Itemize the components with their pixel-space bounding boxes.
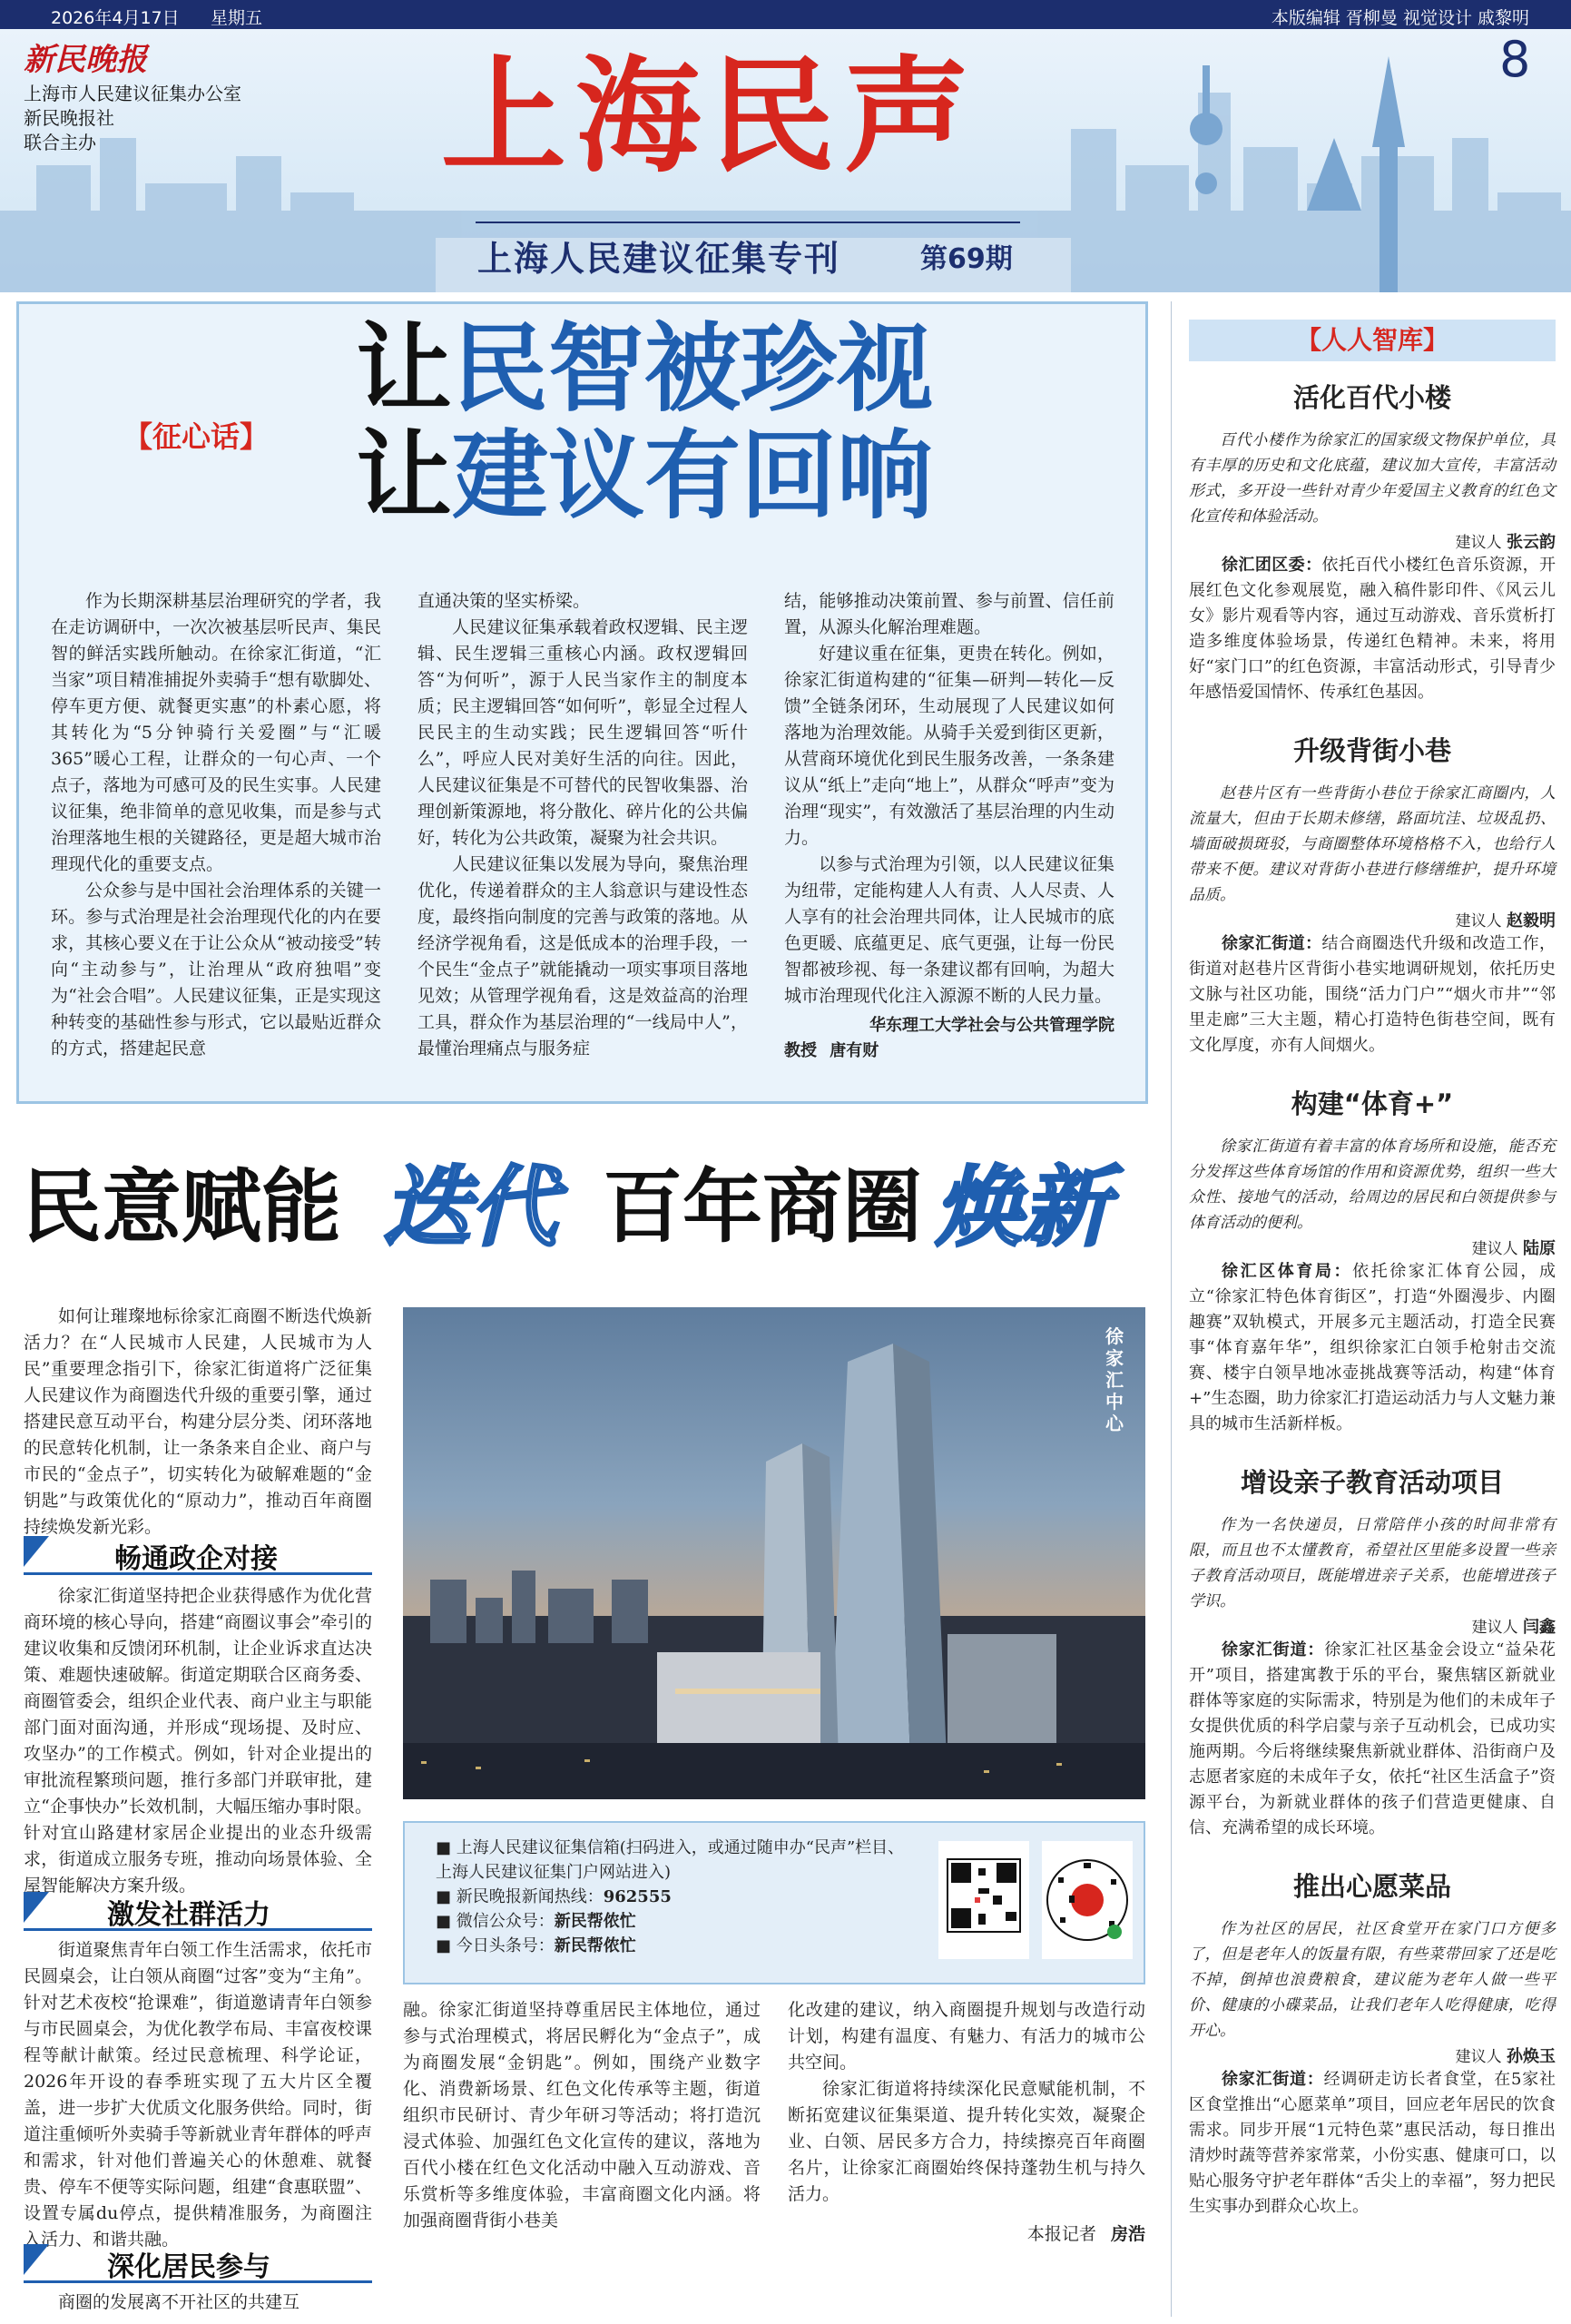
qr-pattern <box>1042 1841 1133 1959</box>
headline-char: 让 <box>356 420 452 532</box>
reply-body: 依托徐家汇体育公园，成立“徐家汇特色体育街区”，打造“外圈漫步、内圈趣赛”双轨模式，开展多元主题活动，打造全民赛事“体育嘉年华”，组织徐家汇白领手枪射击交流赛、楼宇白领旱地冰壶挑战赛等活动，构建“体育+”生态圈，助力徐家汇打造运动活力与人文魅力兼具的城市生活新样板。 <box>1189 1262 1556 1433</box>
reply-body: 经调研走访长者食堂，在5家社区食堂推出“心愿菜单”项目，回应老年居民的饮食需求。同步开展“1元特色菜”惠民活动，每日推出清炒时蔬等营养家常菜，小份实惠、健康可口，以贴心服务守护老年群体“舌尖上的幸福”，努力把民生实事办到群众心坎上。 <box>1189 2070 1556 2216</box>
host-organizations <box>24 82 241 155</box>
hotline-label: 新民晚报新闻热线： <box>456 1887 604 1906</box>
masthead <box>0 29 1571 292</box>
wechat-account: 新民帮侬忙 <box>554 1912 636 1931</box>
masthead-subtitle: 上海人民建议征集专刊 <box>477 239 841 279</box>
byline <box>784 1013 1114 1039</box>
sidebar-item-title: 推出心愿菜品 <box>1292 1871 1451 1902</box>
byline-name: 唐有财 <box>830 1041 879 1060</box>
section-body <box>24 2290 372 2316</box>
suggestion-channels-box <box>403 1821 1145 1984</box>
paragraph: 融。徐家汇街道坚持尊重居民主体地位，通过参与式治理模式，将居民孵化为“金点子”，成为商圈发展“金钥匙”。例如，围绕产业数字化、消费新场景、红色文化传承等主题，街道组织市民研讨、青少年研习等活动；将打造沉浸式体验、加强红色文化宣传的建议，落地为百代小楼在红色文化活动中融入互动游戏、音乐赏析等多维度体验，丰富商圈文化内涵。将加强商圈背街小巷美 <box>403 2000 761 2230</box>
reporter-label: 本报记者 <box>1026 2224 1096 2244</box>
article1-column-2 <box>417 588 748 1062</box>
suggestion-text: 徐家汇街道有着丰富的体育场所和设施，能否充分发挥这些体育场馆的作用和资源优势，组织一些大众性、接地气的活动，给周边的居民和白领提供参与体育活动的便利。 <box>1189 1137 1556 1232</box>
suggestion-text: 作为社区的居民，社区食堂开在家门口方便多了，但是老年人的饭量有限，有些菜带回家了还是吃不掉，倒掉也浪费粮食，建议能为老年人做一些平价、健康的小碟菜品，让我们老年人吃得健康，吃得开心。 <box>1189 1920 1556 2040</box>
hotline-number: 962555 <box>603 1887 672 1906</box>
reply-org: 徐汇团区委： <box>1222 556 1322 575</box>
proposer-label: 建议人 <box>1471 1240 1518 1258</box>
proposer <box>1189 1614 1556 1638</box>
sidebar-item <box>1189 378 1556 705</box>
headline-emphasis: 焕新 <box>935 1156 1109 1258</box>
sidebar-item <box>1189 1462 1556 1841</box>
proposer-name: 陆原 <box>1523 1239 1556 1258</box>
article1-column-1 <box>51 588 381 1062</box>
suggestion-text: 赵巷片区有一些背街小巷位于徐家汇商圈内，人流量大，但由于长期未修缮，路面坑洼、垃圾乱扔、墙面破损斑驳，与商圈整体环境格格不入，也给行人带来不便。建议对背街小巷进行修缮维护，提升环境品质。 <box>1189 784 1556 904</box>
section-marker-icon <box>24 2244 49 2275</box>
sidebar-item-title: 增设亲子教育活动项目 <box>1240 1467 1504 1498</box>
sidebar-item-title: 活化百代小楼 <box>1292 382 1451 413</box>
reply-org: 徐汇区体育局： <box>1222 1262 1353 1281</box>
proposer-name: 孙焕玉 <box>1507 2047 1556 2066</box>
byline-person <box>784 1039 1114 1064</box>
sidebar-think-tank <box>1189 320 1556 2220</box>
host-line: 上海市人民建议征集办公室 <box>24 83 241 104</box>
section-body <box>24 1937 372 2253</box>
xujiahui-center-photo <box>403 1307 1145 1799</box>
issue-date: 2026年4月17日 <box>51 8 180 28</box>
paragraph: 结，能够推动决策前置、参与前置、信任前置，从源头化解治理难题。 <box>784 591 1114 637</box>
paragraph: 以参与式治理为引领，以人民建议征集为纽带，定能构建人人有责、人人尽责、人人享有的社会治理共同体，让人民城市的底色更暖、底蕴更足、底气更强，让每一份民智都被珍视、每一条建议都有回响，为超大城市治理现代化注入源源不断的人民力量。 <box>784 854 1114 1006</box>
reply-body: 结合商圈迭代升级和改造工作，街道对赵巷片区背街小巷实地调研规划，依托历史文脉与社区功能，围绕“活力门户”“烟火市井”“邻里走廊”三大主题，精心打造特色街巷空间，既有文化厚度，亦有人间烟火。 <box>1189 934 1556 1055</box>
qr-pattern <box>938 1841 1029 1959</box>
headline-part: 民意赋能 <box>22 1160 342 1254</box>
section-header <box>24 1536 372 1575</box>
article2-headline <box>22 1129 1147 1258</box>
paragraph: 如何让璀璨地标徐家汇商圈不断迭代焕新活力？在“人民城市人民建，人民城市为人民”重要理念指引下，徐家汇街道将广泛征集人民建议作为商圈迭代升级的重要引擎，通过搭建民意互动平台，构建分层分类、闭环落地的民意转化机制，让一条条来自企业、商户与市民的“金点子”，切实转化为破解难题的“金钥匙”与政策优化的“原动力”，推动百年商圈持续焕发新光彩。 <box>24 1306 372 1537</box>
headline-char: 让 <box>356 313 452 425</box>
section-title: 深化居民参与 <box>107 2251 270 2283</box>
section-body <box>24 1583 372 1899</box>
paragraph: 公众参与是中国社会治理体系的关键一环。参与式治理是社会治理现代化的内在要求，其核心要义在于让公众从“被动接受”转向“主动参与”，让治理从“政府独唱”变为“社会合唱”。人民建议征集，正是实现这种转变的基础性参与形式，它以最贴近群众的方式，搭建起民意 <box>51 881 381 1059</box>
issue-number: 第69期 <box>920 243 1013 275</box>
section-marker-icon <box>24 1536 49 1567</box>
paragraph: 徐家汇街道将持续深化民意赋能机制，不断拓宽建议征集渠道、提升转化实效，凝聚企业、白领、居民多方合力，持续擦亮百年商圈名片，让徐家汇商圈始终保持蓬勃生机与持久活力。 <box>788 2079 1145 2204</box>
sidebar-divider <box>1171 301 1172 2317</box>
proposer-name: 闫鑫 <box>1523 1618 1556 1637</box>
channel-wechat: ■ 微信公众号：新民帮侬忙 <box>436 1912 636 1931</box>
sidebar-column-tag: 【人人智库】 <box>1189 320 1556 361</box>
page-number: 8 <box>1499 31 1531 88</box>
proposer-name: 赵毅明 <box>1507 911 1556 931</box>
headline-emphasis: 民智被珍视 <box>452 313 933 425</box>
qr-code-mailbox-icon[interactable] <box>938 1841 1029 1959</box>
proposer <box>1189 529 1556 553</box>
reply-text <box>1189 931 1556 1059</box>
qr-code-wechat-icon[interactable] <box>1042 1841 1133 1959</box>
paragraph: 作为长期深耕基层治理研究的学者，我在走访调研中，一次次被基层听民声、集民智的鲜活实践所触动。在徐家汇街道，“汇当家”项目精准捕捉外卖骑手“想有歇脚处、停车更方便、就餐更实惠”的朴素心愿，将其转化为“5分钟骑行关爱圈”与“汇暖365”暖心工程，让群众的一句心声、一个点子，落地为可感可及的民生实事。人民建议征集，绝非简单的意见收集，而是参与式治理落地生根的关键路径，更是超大城市治理现代化的重要支点。 <box>51 591 381 874</box>
section-header <box>24 1892 372 1931</box>
section-header <box>24 2244 372 2283</box>
reporter-byline <box>788 2221 1145 2248</box>
article2-column-2 <box>403 1997 761 2234</box>
sidebar-item <box>1189 1866 1556 2220</box>
toutiao-label: 今日头条号： <box>456 1936 555 1955</box>
channels-text <box>436 1836 908 1958</box>
byline-title: 教授 <box>784 1041 817 1060</box>
proposer-label: 建议人 <box>1455 2048 1502 2066</box>
reply-body: 徐家汇社区基金会设立“益朵花开”项目，搭建寓教于乐的平台，聚焦辖区新就业群体等家庭的实际需求，特别是为他们的未成年子女提供优质的科学启蒙与亲子互动机会，已成功实施两期。今后将继续聚焦新就业群体、沿街商户及志愿者家庭的未成年子女，依托“社区生活盒子”资源平台，为新就业群体的孩子们营造更健康、自信、充满希望的成长环境。 <box>1189 1640 1556 1837</box>
photo-caption: 徐家汇中心 <box>1105 1325 1124 1434</box>
headline-part: 百年商圈 <box>603 1160 923 1254</box>
paragraph: 人民建议征集承载着政权逻辑、民主逻辑、民生逻辑三重核心内涵。政权逻辑回答“为何听”，源于人民当家作主的制度本质；民主逻辑回答“如何听”，彰显全过程人民民主的生动实践；民生逻辑回答“听什么”，呼应人民对美好生活的向往。因此，人民建议征集是不可替代的民智收集器、治理创新策源地，将分散化、碎片化的公共偏好，转化为公共政策，凝聚为社会共识。 <box>417 617 748 848</box>
paragraph: 徐家汇街道坚持把企业获得感作为优化营商环境的核心导向，搭建“商圈议事会”牵引的建议收集和反馈闭环机制，让企业诉求直达决策、难题快速破解。街道定期联合区商务委、商圈管委会，组织企业代表、商户业主与职能部门面对面沟通，并形成“现场提、及时应、攻坚办”的工作模式。例如，针对企业提出的审批流程繁琐问题，推行多部门并联审批，建立“企事快办”长效机制，大幅压缩办事时限。针对宜山路建材家居企业提出的业态升级需求，街道成立服务专班，推动向场景体验、全屋智能解决方案升级。 <box>24 1586 372 1896</box>
paragraph: 人民建议征集以发展为导向，聚焦治理优化，传递着群众的主人翁意识与建设性态度，最终指向制度的完善与政策的落地。从经济学视角看，这是低成本的治理手段，一个民生“金点子”就能撬动一项实事项目落地见效；从管理学视角看，这是效益高的治理工具，群众作为基层治理的“一线局中人”，最懂治理痛点与服务症 <box>417 854 748 1059</box>
sidebar-item-title: 构建“体育+” <box>1291 1088 1454 1119</box>
proposer <box>1189 908 1556 931</box>
section-marker-icon <box>24 1892 49 1923</box>
proposer-label: 建议人 <box>1455 534 1502 552</box>
reply-text <box>1189 553 1556 705</box>
suggestion-text: 百代小楼作为徐家汇的国家级文物保护单位，具有丰厚的历史和文化底蕴，建议加大宣传，丰富活动形式，多开设一些针对青少年爱国主义教育的红色文化宣传和体验活动。 <box>1189 431 1556 526</box>
wechat-label: 微信公众号： <box>456 1912 555 1931</box>
host-line: 新民晚报社 <box>24 107 114 129</box>
proposer-name: 张云韵 <box>1507 533 1556 552</box>
issue-weekday: 星期五 <box>211 8 263 28</box>
masthead-title: 上海民声 <box>441 44 979 190</box>
reply-text <box>1189 1259 1556 1437</box>
paragraph: 好建议重在征集，更贵在转化。例如，徐家汇街道构建的“征集—研判—转化—反馈”全链条闭环，生动展现了人民建议如何落地为治理效能。从骑手关爱到街区更新，从营商环境优化到民生服务改善，一条条建议从“纸上”走向“地上”，从群众“呼声”变为治理“现实”，有效激活了基层治理的内生动力。 <box>784 644 1114 848</box>
reply-org: 徐家汇街道： <box>1222 934 1322 953</box>
suggestion-text: 作为一名快递员，日常陪伴小孩的时间非常有限，而且也不太懂教育，希望社区里能多设置一些亲子教育活动项目，既能增进亲子关系，也能增进孩子学识。 <box>1189 1516 1556 1610</box>
photo-illustration <box>403 1307 1145 1799</box>
reporter-name: 房浩 <box>1110 2224 1145 2244</box>
reply-org: 徐家汇街道： <box>1222 2070 1324 2089</box>
toutiao-account: 新民帮侬忙 <box>554 1936 636 1955</box>
sidebar-item-title: 升级背街小巷 <box>1292 735 1451 766</box>
channel-mailbox: ■ 上海人民建议征集信箱(扫码进入，或通过随申办“民声”栏目、上海人民建议征集门户网站进入) <box>436 1838 905 1882</box>
paragraph: 直通决策的坚实桥梁。 <box>417 591 591 611</box>
editors-credit: 本版编辑 胥柳曼 视觉设计 戚黎明 <box>1271 8 1529 28</box>
subtitle-rule <box>476 222 1020 223</box>
reply-org: 徐家汇街道： <box>1222 1640 1325 1659</box>
article1-column-3 <box>784 588 1114 1064</box>
paragraph: 街道聚焦青年白领工作生活需求，依托市民圆桌会，让白领从商圈“过客”变为“主角”。针对艺术夜校“抢课难”，街道邀请青年白领参与市民圆桌会，为优化教学布局、丰富夜校课程等献计献策。经过民意梳理、科学论证，2026年开设的春季班实现了五大片区全覆盖，进一步扩大优质文化服务供给。同时，街道注重倾听外卖骑手等新就业青年群体的呼声和需求，针对他们普遍关心的休憩难、就餐贵、停车不便等实际问题，组建“食惠联盟”、设置专属du停点，提供精准服务，为商圈注入活力、和谐共融。 <box>24 1940 372 2250</box>
host-line: 联合主办 <box>24 132 96 153</box>
headline-emphasis: 迭代 <box>383 1156 557 1258</box>
reply-body: 依托百代小楼红色音乐资源，开展红色文化参观展览，融入稿件影印件、《风云儿女》影片观看等内容，通过互动游戏、音乐赏析打造多维度体验场景，传递红色精神。未来，将用好“家门口”的红色资源，丰富活动形式，引导青少年感悟爱国情怀、传承红色基因。 <box>1189 556 1556 702</box>
headline-emphasis: 建议有回响 <box>452 420 933 532</box>
proposer <box>1189 1236 1556 1259</box>
channel-toutiao: ■ 今日头条号：新民帮侬忙 <box>436 1936 636 1955</box>
channel-mailbox-text: 上海人民建议征集信箱(扫码进入，或通过随申办“民声”栏目、上海人民建议征集门户网站进入) <box>436 1838 905 1882</box>
byline-org: 华东理工大学社会与公共管理学院 <box>869 1016 1114 1035</box>
paragraph: 商圈的发展离不开社区的共建互 <box>58 2292 300 2312</box>
proposer-label: 建议人 <box>1471 1619 1518 1637</box>
sidebar-item <box>1189 1084 1556 1437</box>
newspaper-logo: 新民晚报 <box>24 42 147 78</box>
proposer <box>1189 2043 1556 2067</box>
reply-text <box>1189 1638 1556 1841</box>
headline-main <box>356 313 933 532</box>
proposer-label: 建议人 <box>1455 912 1502 931</box>
top-bar <box>0 0 1571 29</box>
section-title: 畅通政企对接 <box>114 1543 278 1575</box>
column-tag: 【征心话】 <box>123 419 270 454</box>
article2-intro <box>24 1304 372 1541</box>
sidebar-item <box>1189 731 1556 1059</box>
article2-column-3 <box>788 1997 1145 2248</box>
section-title: 激发社群活力 <box>107 1899 270 1931</box>
channel-hotline: ■ 新民晚报新闻热线：962555 <box>436 1887 672 1906</box>
reply-text <box>1189 2067 1556 2220</box>
paragraph: 化改建的建议，纳入商圈提升规划与改造行动计划，构建有温度、有魅力、有活力的城市公共空间。 <box>788 2000 1145 2073</box>
